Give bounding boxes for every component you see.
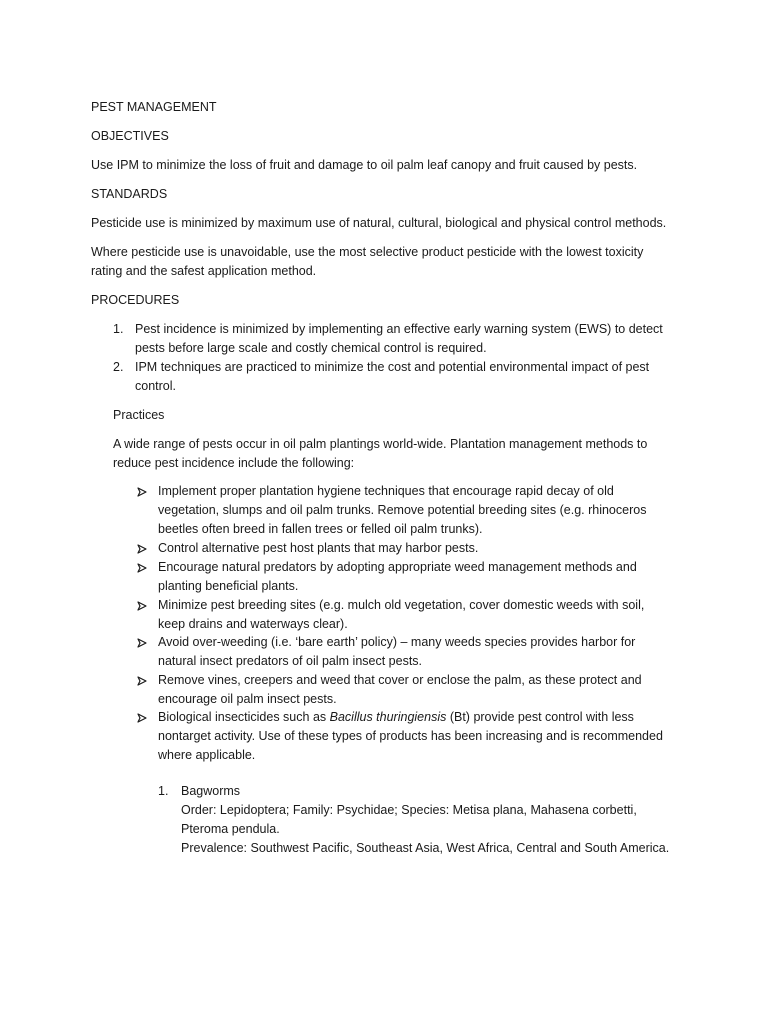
bullet-3-line-1: Encourage natural predators by adopting appropriate weed management methods and — [158, 560, 637, 574]
arrow-bullet-icon — [137, 544, 147, 554]
pest-prevalence: Prevalence: Southwest Pacific, Southeast Asia, West Africa, Central and South America. — [181, 841, 670, 855]
bullet-5-line-2: natural insect predators of oil palm insect pests. — [158, 654, 423, 668]
procedure-number: 1. — [113, 322, 124, 336]
arrow-bullet-icon — [137, 601, 147, 611]
bullet-6-line-1: Remove vines, creepers and weed that cover or enclose the palm, as these protect and — [158, 673, 642, 687]
standards-heading: STANDARDS — [91, 187, 168, 201]
procedure-number: 2. — [113, 360, 124, 374]
bullet-4-line-2: keep drains and waterways clear). — [158, 617, 348, 631]
arrow-bullet-icon — [137, 713, 147, 723]
practices-heading: Practices — [113, 408, 165, 422]
bt-text-post: (Bt) provide pest control with less — [446, 710, 634, 724]
bullet-2-line-1: Control alternative pest host plants that may harbor pests. — [158, 541, 479, 555]
procedure-item-2-line-2: control. — [135, 379, 176, 393]
bullet-3-line-2: planting beneficial plants. — [158, 579, 299, 593]
bullet-7-line-3: where applicable. — [158, 748, 256, 762]
arrow-bullet-icon — [137, 563, 147, 573]
bullet-1-line-3: beetles often breed in fallen trees or felled oil palm trunks). — [158, 522, 483, 536]
bullet-6-line-2: encourage oil palm insect pests. — [158, 692, 337, 706]
bullet-1-line-2: vegetation, slumps and oil palm trunks. Remove potential breeding sites (e.g. rhinoceros — [158, 503, 647, 517]
objectives-heading: OBJECTIVES — [91, 129, 169, 143]
bullet-4-line-1: Minimize pest breeding sites (e.g. mulch old vegetation, cover domestic weeds with soil, — [158, 598, 645, 612]
practices-intro-line-2: reduce pest incidence include the following: — [113, 456, 355, 470]
procedure-item-1-line-1: Pest incidence is minimized by implementing an effective early warning system (EWS) to detect — [135, 322, 663, 336]
bullet-7-line-1 — [158, 708, 634, 727]
standards-paragraph-2-line-2: rating and the safest application method. — [91, 264, 317, 278]
bt-text-pre: Biological insecticides such as — [158, 710, 330, 724]
bt-species-italic: Bacillus thuringiensis — [329, 710, 447, 724]
procedure-item-2-line-1: IPM techniques are practiced to minimize the cost and potential environmental impact of pest — [135, 360, 650, 374]
arrow-bullet-icon — [137, 676, 147, 686]
standards-paragraph-2-line-1: Where pesticide use is unavoidable, use the most selective product pesticide with the lowest toxicity — [91, 245, 644, 259]
arrow-bullet-icon — [137, 487, 147, 497]
document-heading: PEST MANAGEMENT — [91, 100, 217, 114]
pest-name: Bagworms — [181, 784, 241, 798]
bullet-1-line-1: Implement proper plantation hygiene techniques that encourage rapid decay of old — [158, 484, 614, 498]
pest-number: 1. — [158, 784, 169, 798]
objectives-text: Use IPM to minimize the loss of fruit and damage to oil palm leaf canopy and fruit caused by pests. — [91, 158, 638, 172]
arrow-bullet-icon — [137, 638, 147, 648]
pest-classification-line-1: Order: Lepidoptera; Family: Psychidae; Species: Metisa plana, Mahasena corbetti, — [181, 803, 637, 817]
bullet-7-line-2: nontarget activity. Use of these types of products has been increasing and is recommended — [158, 729, 663, 743]
standards-paragraph-1: Pesticide use is minimized by maximum use of natural, cultural, biological and physical control methods. — [91, 216, 667, 230]
pest-classification-line-2: Pteroma pendula. — [181, 822, 280, 836]
procedure-item-1-line-2: pests before large scale and costly chemical control is required. — [135, 341, 487, 355]
bullet-5-line-1: Avoid over-weeding (i.e. ‘bare earth’ policy) – many weeds species provides harbor for — [158, 635, 636, 649]
practices-intro-line-1: A wide range of pests occur in oil palm plantings world-wide. Plantation management methods to — [113, 437, 648, 451]
procedures-heading: PROCEDURES — [91, 293, 180, 307]
